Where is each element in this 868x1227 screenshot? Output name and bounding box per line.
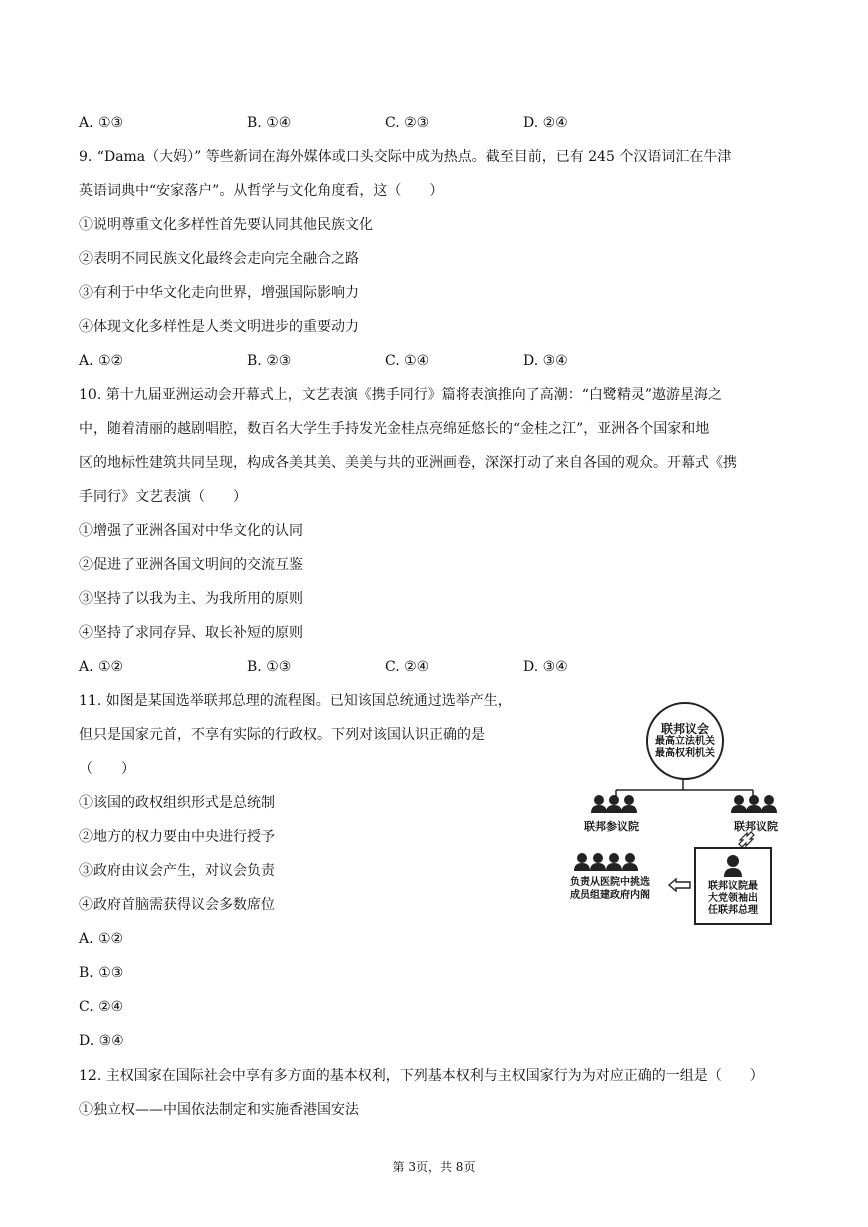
q12-item-1: ①独立权——中国依法制定和实施香港国安法	[79, 1102, 359, 1118]
chancellor-text-line-3: 任联邦总理	[708, 905, 758, 916]
q9-item-1: ①说明尊重文化多样性首先要认同其他民族文化	[79, 217, 373, 233]
q10-stem-line-3: 区的地标性建筑共同呈现，构成各美其美、美美与共的亚洲画卷，深深打动了来自各国的观众。开幕式《携	[79, 455, 737, 471]
bundestag-people-icon	[731, 795, 777, 813]
bundestag-label: 联邦议院	[734, 820, 778, 833]
q11-option-d[interactable]: D. ③④	[79, 1033, 124, 1049]
chancellor-person-icon	[696, 849, 770, 881]
q10-option-d[interactable]: D. ③④	[523, 659, 568, 675]
chancellor-text	[696, 881, 770, 917]
q9-option-d[interactable]: D. ③④	[523, 353, 568, 369]
q8-option-c[interactable]: C. ②③	[385, 115, 430, 131]
q9-item-4: ④体现文化多样性是人类文明进步的重要动力	[79, 319, 359, 335]
q10-item-3: ③坚持了以我为主、为我所用的原则	[79, 591, 303, 607]
q11-stem-line-2: 但只是国家元首，不享有实际的行政权。下列对该国认识正确的是	[79, 727, 485, 743]
q10-stem-line-2: 中，随着清丽的越剧唱腔，数百名大学生手持发光金桂点亮绵延悠长的“金桂之江”，亚洲各个国家和地	[79, 421, 710, 437]
q11-option-c[interactable]: C. ②④	[79, 999, 124, 1015]
q10-item-1: ①增强了亚洲各国对中华文化的认同	[79, 523, 303, 539]
q10-option-a[interactable]: A. ①②	[79, 659, 124, 675]
q10-option-c[interactable]: C. ②④	[385, 659, 430, 675]
cabinet-text-line-2: 成员组建政府内阁	[570, 890, 650, 901]
q11-stem-line-1: 11. 如图是某国选举联邦总理的流程图。已知该国总统通过选举产生，	[79, 693, 512, 709]
q9-stem-line-2: 英语词典中“安家落户”。从哲学与文化角度看，这（ ）	[79, 183, 444, 199]
senate-people-icon	[591, 795, 637, 813]
q10-item-4: ④坚持了求同存异、取长补短的原则	[79, 625, 303, 641]
q10-options	[79, 657, 779, 677]
federal-election-flowchart	[556, 700, 796, 930]
federal-parliament-node	[646, 702, 724, 780]
q9-item-2: ②表明不同民族文化最终会走向完全融合之路	[79, 251, 359, 267]
chancellor-box	[694, 847, 772, 925]
q8-option-b[interactable]: B. ①④	[247, 115, 292, 131]
q11-item-2: ②地方的权力要由中央进行授予	[79, 829, 275, 845]
q9-stem-line-1: 9. “Dama（大妈）” 等些新词在海外媒体或口头交际中成为热点。截至目前，已有 245 个汉语词汇在牛津	[79, 149, 732, 165]
chancellor-text-line-2: 大党领袖出	[708, 893, 758, 904]
federal-parliament-title: 联邦议会	[660, 722, 709, 736]
q8-option-a[interactable]: A. ①③	[79, 115, 124, 131]
senate-label: 联邦参议院	[584, 820, 639, 833]
q12-stem: 12. 主权国家在国际社会中享有多方面的基本权利，下列基本权利与主权国家行为为对应正确的一组是（ ）	[79, 1068, 764, 1084]
q10-stem-line-1: 10. 第十九届亚洲运动会开幕式上，文艺表演《携手同行》篇将表演推向了高潮：“白鹭精灵”遨游星海之	[79, 387, 723, 403]
arrow-left-icon	[669, 879, 690, 891]
q10-option-b[interactable]: B. ①③	[247, 659, 292, 675]
chancellor-text-line-1: 联邦议院最	[708, 881, 758, 892]
q11-item-3: ③政府由议会产生，对议会负责	[79, 863, 275, 879]
q11-item-4: ④政府首脑需获得议会多数席位	[79, 897, 275, 913]
cabinet-text	[558, 876, 662, 902]
q9-option-a[interactable]: A. ①②	[79, 353, 124, 369]
q11-item-1: ①该国的政权组织形式是总统制	[79, 795, 275, 811]
q11-option-b[interactable]: B. ①③	[79, 965, 124, 981]
q9-option-c[interactable]: C. ①④	[385, 353, 430, 369]
q10-stem-line-4: 手同行》文艺表演（ ）	[79, 489, 247, 505]
q9-item-3: ③有利于中华文化走向世界，增强国际影响力	[79, 285, 359, 301]
arrow-to-box-icon	[739, 832, 754, 847]
cabinet-text-line-1: 负责从医院中挑选	[570, 877, 650, 888]
q8-options	[79, 113, 779, 133]
q10-item-2: ②促进了亚洲各国文明间的交流互鉴	[79, 557, 303, 573]
federal-parliament-role-1: 最高立法机关	[655, 736, 715, 747]
q11-stem-line-3: （ ）	[79, 761, 135, 777]
q8-option-d[interactable]: D. ②④	[523, 115, 568, 131]
q11-option-a[interactable]: A. ①②	[79, 931, 124, 947]
federal-parliament-role-2: 最高权利机关	[655, 748, 715, 759]
q9-options	[79, 351, 779, 371]
q9-option-b[interactable]: B. ②③	[247, 353, 292, 369]
cabinet-people-icon	[574, 853, 638, 871]
page-footer: 第 3页，共 8页	[392, 1160, 476, 1174]
